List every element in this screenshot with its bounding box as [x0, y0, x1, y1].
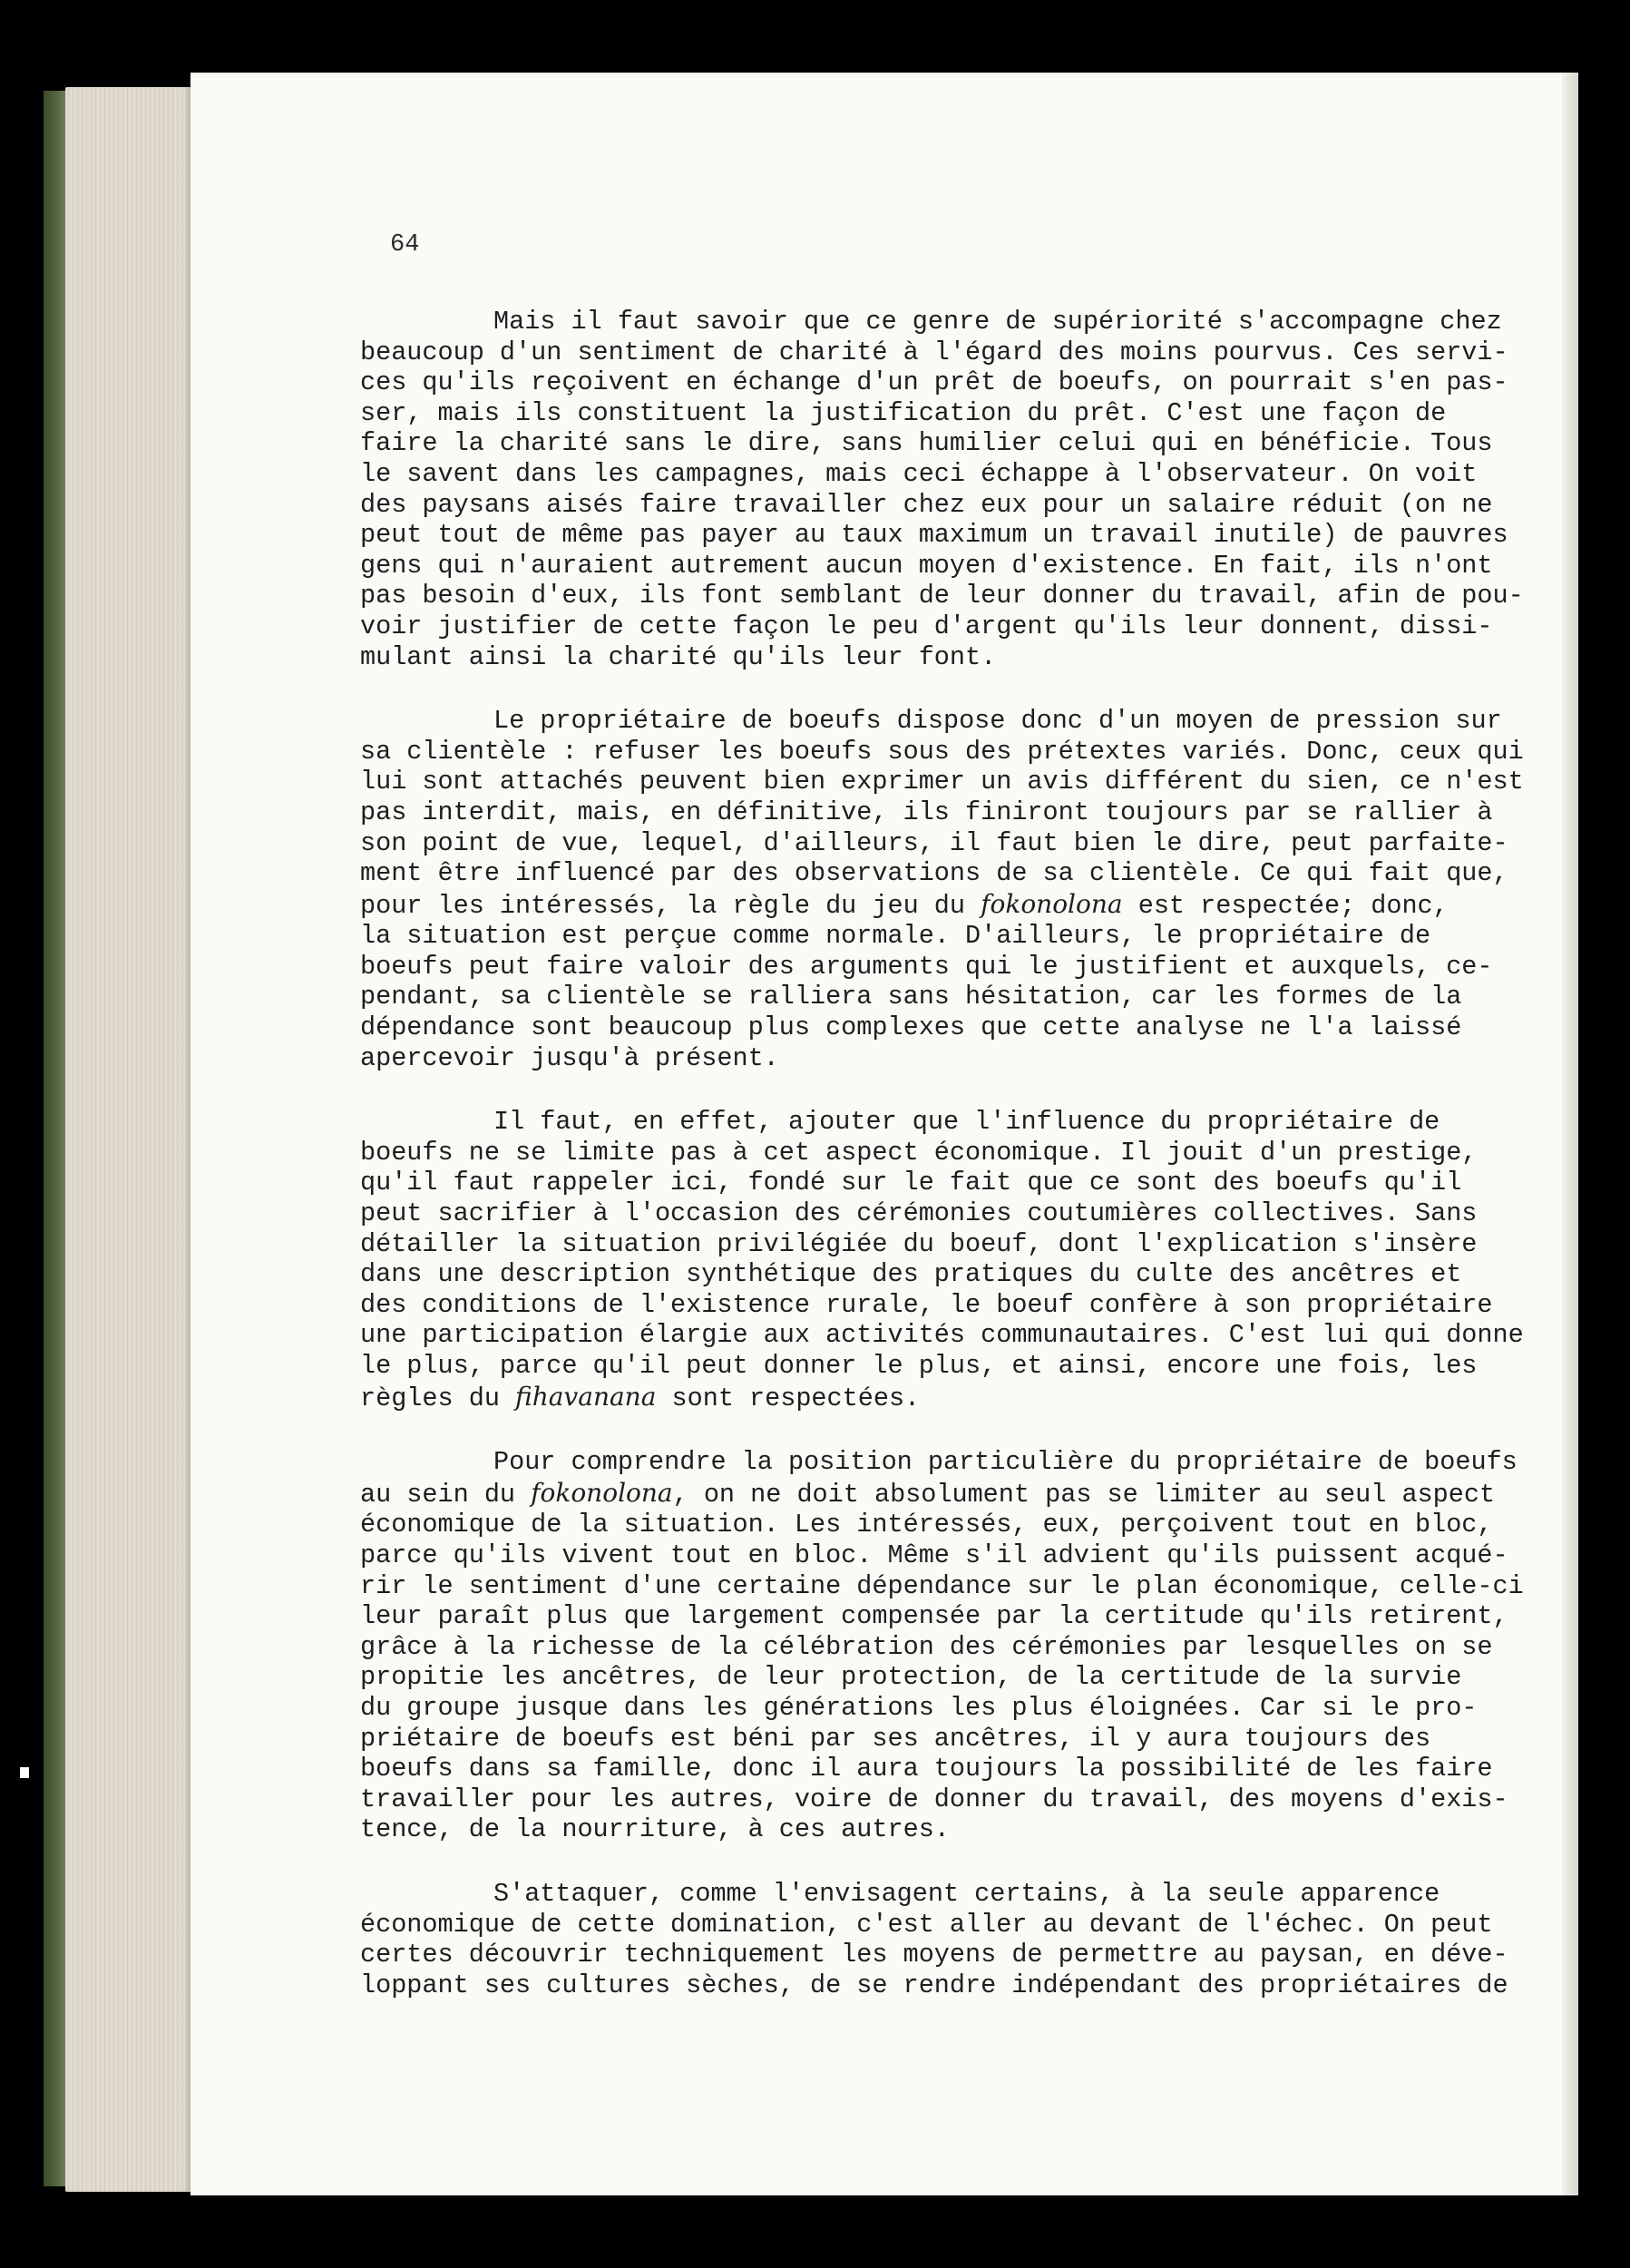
text-segment: Le propriétaire de boeufs dispose donc d'un moyen de pression sur — [493, 706, 1502, 737]
text-line — [360, 767, 1524, 797]
text-line — [360, 1693, 1476, 1724]
text-line — [360, 1814, 1476, 1845]
text-segment: parce qu'ils vivent tout en bloc. Même s'il advient qu'ils puissent acqué- — [360, 1540, 1508, 1570]
page-stack-edge — [65, 87, 200, 2192]
text-segment: Mais il faut savoir que ce genre de supériorité s'accompagne chez — [493, 307, 1502, 337]
text-line — [360, 1601, 1508, 1632]
italic-term: fihavanana — [515, 1381, 657, 1412]
text-line — [360, 736, 1524, 767]
text-line — [360, 611, 1493, 642]
page-right-edge — [1562, 73, 1578, 2195]
text-line — [360, 337, 1508, 368]
text-line — [360, 858, 1508, 889]
text-line — [360, 889, 1476, 922]
text-segment: propitie les ancêtres, de leur protection, de la certitude de la survie — [360, 1662, 1462, 1693]
text-segment: économique de la situation. Les intéressés, eux, perçoivent tout en bloc, — [360, 1510, 1493, 1540]
text-segment: du groupe jusque dans les générations les plus éloignées. Car si le pro- — [360, 1692, 1478, 1723]
text-line — [360, 921, 1476, 952]
text-segment: beaucoup d'un sentiment de charité à l'égard des moins pourvus. Ces servi- — [360, 337, 1508, 367]
text-segment: peut sacrifier à l'occasion des cérémonies coutumières collectives. Sans — [360, 1198, 1478, 1229]
text-line — [360, 1909, 1493, 1941]
text-segment: des paysans aisés faire travailler chez eux pour un salaire réduit (on ne — [360, 489, 1493, 520]
text-line — [360, 1970, 1508, 2001]
text-line — [360, 642, 1476, 673]
text-line — [360, 1138, 1476, 1168]
text-line — [360, 1259, 1476, 1290]
text-segment: dans une description synthétique des pratiques du culte des ancêtres et — [360, 1259, 1462, 1290]
text-line — [360, 581, 1524, 611]
text-segment: la situation est perçue comme normale. D'ailleurs, le propriétaire de — [360, 921, 1431, 952]
text-line — [360, 1382, 1476, 1414]
text-segment: détailler la situation privilégiée du boeuf, dont l'explication s'insère — [360, 1228, 1478, 1259]
text-segment: rir le sentiment d'une certaine dépendance sur le plan économique, celle-ci — [360, 1570, 1524, 1601]
text-segment: règles du — [360, 1383, 516, 1413]
text-segment: voir justifier de cette façon le peu d'argent qu'ils leur donnent, dissi- — [360, 611, 1493, 641]
text-line — [360, 1570, 1524, 1602]
text-line — [360, 1510, 1493, 1540]
text-line — [360, 1662, 1476, 1693]
text-segment: pendant, sa clientèle se ralliera sans hésitation, car les formes de la — [360, 982, 1462, 1012]
text-line — [360, 307, 1502, 337]
text-line — [360, 951, 1493, 982]
text-line — [360, 1320, 1524, 1351]
text-segment: le savent dans les campagnes, mais ceci échappe à l'observateur. On voit — [360, 458, 1478, 489]
paragraph — [360, 1878, 1508, 2000]
text-segment: , on ne doit absolument pas se limiter au seul aspect — [672, 1479, 1496, 1510]
text-segment: ser, mais ils constituent la justification du prêt. C'est une façon de — [360, 397, 1447, 428]
text-segment: ces qu'ils reçoivent en échange d'un prêt de boeufs, on pourrait s'en pas- — [360, 367, 1508, 398]
text-line — [360, 1540, 1508, 1571]
text-line — [360, 1724, 1476, 1755]
text-line — [360, 520, 1508, 551]
paragraph — [360, 706, 1524, 1073]
text-line — [360, 398, 1476, 429]
paragraph — [360, 307, 1524, 672]
text-segment: grâce à la richesse de la célébration des cérémonies par lesquelles on se — [360, 1631, 1493, 1662]
text-segment: pour les intéressés, la règle du jeu du — [360, 890, 981, 921]
text-line — [360, 1043, 1476, 1074]
text-segment: apercevoir jusqu'à présent. — [360, 1042, 779, 1073]
text-segment: gens qui n'auraient autrement aucun moyen d'existence. En fait, ils n'ont — [360, 550, 1493, 581]
text-line — [360, 489, 1493, 521]
text-segment: ment être influencé par des observations de sa clientèle. Ce qui fait que, — [360, 858, 1508, 889]
text-segment: loppant ses cultures sèches, de se rendre indépendant des propriétaires de — [360, 1970, 1508, 2000]
text-segment: au sein du — [360, 1479, 532, 1510]
text-line — [360, 1107, 1476, 1138]
text-segment: tence, de la nourriture, à ces autres. — [360, 1814, 950, 1845]
text-segment: Pour comprendre la position particulière du propriétaire de boeufs — [493, 1447, 1518, 1478]
text-segment: sa clientèle : refuser les boeufs sous des prétextes variés. Donc, ceux qui — [360, 736, 1524, 767]
text-segment: faire la charité sans le dire, sans humilier celui qui en bénéficie. Tous — [360, 428, 1493, 459]
text-segment: pas interdit, mais, en définitive, ils finiront toujours par se rallier à — [360, 797, 1493, 827]
text-line — [360, 1940, 1508, 1970]
text-line — [360, 459, 1476, 490]
text-segment: pas besoin d'eux, ils font semblant de leur donner du travail, afin de pou- — [360, 581, 1524, 611]
text-line — [360, 1198, 1476, 1229]
text-line — [360, 706, 1502, 737]
text-segment: sont respectées. — [656, 1383, 921, 1413]
text-line — [360, 1289, 1493, 1321]
text-line — [360, 1784, 1508, 1815]
text-segment: économique de cette domination, c'est aller au devant de l'échec. On peut — [360, 1909, 1493, 1940]
text-line — [360, 550, 1493, 582]
text-segment: Il faut, en effet, ajouter que l'influence du propriétaire de — [493, 1107, 1440, 1138]
text-line — [360, 428, 1493, 459]
text-segment: boeufs peut faire valoir des arguments qui le justifient et auxquels, ce- — [360, 951, 1493, 982]
text-line — [360, 1631, 1493, 1663]
text-line — [360, 1351, 1476, 1382]
text-segment: boeufs ne se limite pas à cet aspect économique. Il jouit d'un prestige, — [360, 1137, 1478, 1168]
body-text — [360, 307, 1524, 2034]
text-segment: dépendance sont beaucoup plus complexes que cette analyse ne l'a laissé — [360, 1012, 1462, 1043]
text-segment: travailler pour les autres, voire de donner du travail, des moyens d'exis- — [360, 1784, 1508, 1814]
text-line — [360, 1447, 1518, 1478]
text-line — [360, 827, 1508, 859]
text-line — [360, 1879, 1476, 1910]
text-segment: est respectée; donc, — [1122, 890, 1449, 921]
text-segment: qu'il faut rappeler ici, fondé sur le fait que ce sont des boeufs qu'il — [360, 1168, 1462, 1198]
page-number: 64 — [390, 231, 420, 259]
text-segment: priétaire de boeufs est béni par ses ancêtres, il y aura toujours des — [360, 1723, 1431, 1754]
italic-term: fokonolona — [981, 888, 1123, 919]
text-segment: S'attaquer, comme l'envisagent certains, à la seule apparence — [493, 1878, 1440, 1909]
text-segment: leur paraît plus que largement compensée par la certitude qu'ils retirent, — [360, 1601, 1508, 1632]
text-segment: le plus, parce qu'il peut donner le plus, et ainsi, encore une fois, les — [360, 1351, 1478, 1381]
paragraph — [360, 1107, 1524, 1413]
text-segment: lui sont attachés peuvent bien exprimer un avis différent du sien, ce n'est — [360, 767, 1524, 797]
text-segment: une participation élargie aux activités communautaires. C'est lui qui donne — [360, 1320, 1524, 1351]
scan-marker — [20, 1767, 29, 1778]
text-line — [360, 1754, 1493, 1784]
text-line — [360, 1012, 1476, 1043]
text-line — [360, 1229, 1476, 1260]
text-line — [360, 982, 1476, 1012]
text-segment: son point de vue, lequel, d'ailleurs, il faut bien le dire, peut parfaite- — [360, 827, 1508, 858]
text-line — [360, 367, 1508, 398]
text-segment: boeufs dans sa famille, donc il aura toujours la possibilité de les faire — [360, 1754, 1493, 1784]
text-segment: certes découvrir techniquement les moyens de permettre au paysan, en déve- — [360, 1940, 1508, 1970]
text-segment: peut tout de même pas payer au taux maximum un travail inutile) de pauvres — [360, 520, 1508, 551]
text-segment: mulant ainsi la charité qu'ils leur font. — [360, 641, 997, 672]
text-segment: des conditions de l'existence rurale, le boeuf confère à son propriétaire — [360, 1289, 1493, 1320]
text-line — [360, 1477, 1496, 1510]
paragraph — [360, 1447, 1524, 1845]
italic-term: fokonolona — [531, 1477, 673, 1508]
text-line — [360, 1168, 1476, 1198]
text-line — [360, 797, 1493, 828]
